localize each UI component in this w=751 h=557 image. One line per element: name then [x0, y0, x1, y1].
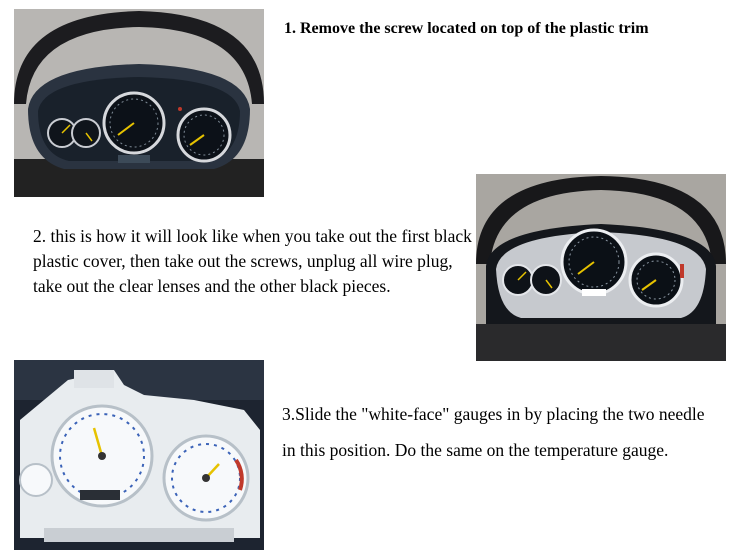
- photo-cluster-with-trim: [14, 9, 264, 197]
- cluster-trim-removed-image: [476, 174, 726, 361]
- photo-white-face-gauges: [14, 360, 264, 550]
- step-3-text: 3.Slide the "white-face" gauges in by placing the two needle in this position. Do the same on the temperature gauge.: [282, 404, 705, 460]
- white-face-gauges-image: [14, 360, 264, 550]
- step-1-text: 1. Remove the screw located on top of the plastic trim: [284, 20, 649, 37]
- cluster-with-trim-image: [14, 9, 264, 197]
- step-2-text: 2. this is how it will look like when you take out the first black plastic cover, then take out the screws, unplug all wire plug, take out the clear lenses and the other black pieces.: [33, 226, 472, 296]
- photo-cluster-trim-removed: [476, 174, 726, 361]
